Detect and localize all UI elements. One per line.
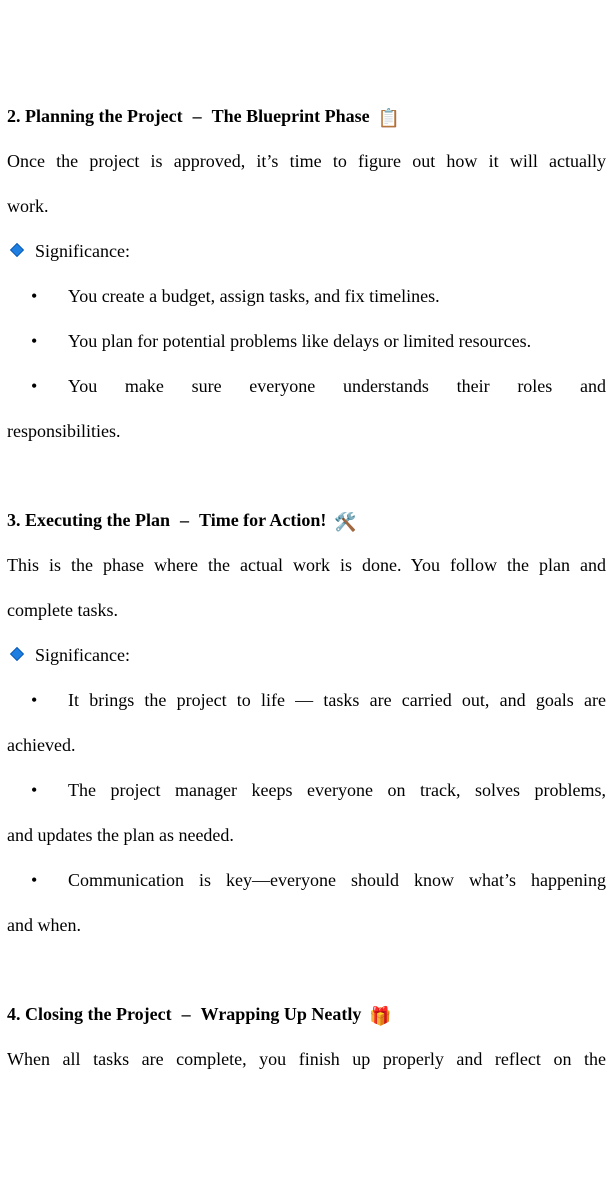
blue-diamond-icon [10, 243, 24, 257]
paragraph-line: work. [7, 196, 49, 216]
heading-main: 3. Executing the Plan [7, 510, 171, 530]
heading-sub: Wrapping Up Neatly [200, 1004, 362, 1024]
significance-label [7, 643, 606, 667]
list-item-text: You plan for potential problems like delays or limited resources. [68, 331, 532, 351]
heading-dash: – [181, 1004, 191, 1024]
bullet: • [31, 870, 38, 890]
list-item-text: You make sure everyone understands their roles and [68, 376, 606, 396]
blue-diamond-icon [10, 647, 24, 661]
bullet: • [31, 780, 38, 800]
list-item-text: It brings the project to life — tasks are carried out, and goals are [68, 690, 606, 710]
bullet: • [31, 376, 38, 396]
section-heading-planning [7, 104, 606, 130]
paragraph-line: complete tasks. [7, 600, 118, 620]
heading-sub: Time for Action! [199, 510, 327, 530]
section-heading-executing [7, 508, 606, 534]
bullet: • [31, 331, 38, 351]
significance-text: Significance: [35, 645, 130, 665]
bullet: • [31, 286, 38, 306]
list-item-continuation: and updates the plan as needed. [7, 825, 234, 845]
heading-dash: – [192, 106, 202, 126]
hammer-wrench-icon: 🛠️ [334, 512, 357, 532]
paragraph-line: When all tasks are complete, you finish up properly and reflect on the [7, 1049, 606, 1069]
paragraph-line: This is the phase where the actual work is done. You follow the plan and [7, 555, 606, 575]
significance-label [7, 239, 606, 263]
gift-icon: 🎁 [369, 1006, 392, 1026]
heading-dash: – [180, 510, 190, 530]
heading-sub: The Blueprint Phase [211, 106, 370, 126]
significance-text: Significance: [35, 241, 130, 261]
section-heading-closing [7, 1002, 606, 1028]
list-item-continuation: and when. [7, 915, 81, 935]
paragraph-line: Once the project is approved, it’s time to figure out how it will actually [7, 151, 606, 171]
list-item-text: The project manager keeps everyone on track, solves problems, [68, 780, 606, 800]
heading-main: 4. Closing the Project [7, 1004, 172, 1024]
list-item-continuation: responsibilities. [7, 421, 121, 441]
heading-main: 2. Planning the Project [7, 106, 183, 126]
bullet: • [31, 690, 38, 710]
clipboard-icon: 📋 [377, 108, 401, 128]
list-item-continuation: achieved. [7, 735, 76, 755]
list-item-text: Communication is key—everyone should know what’s happening [68, 870, 606, 890]
list-item-text: You create a budget, assign tasks, and fix timelines. [68, 286, 440, 306]
